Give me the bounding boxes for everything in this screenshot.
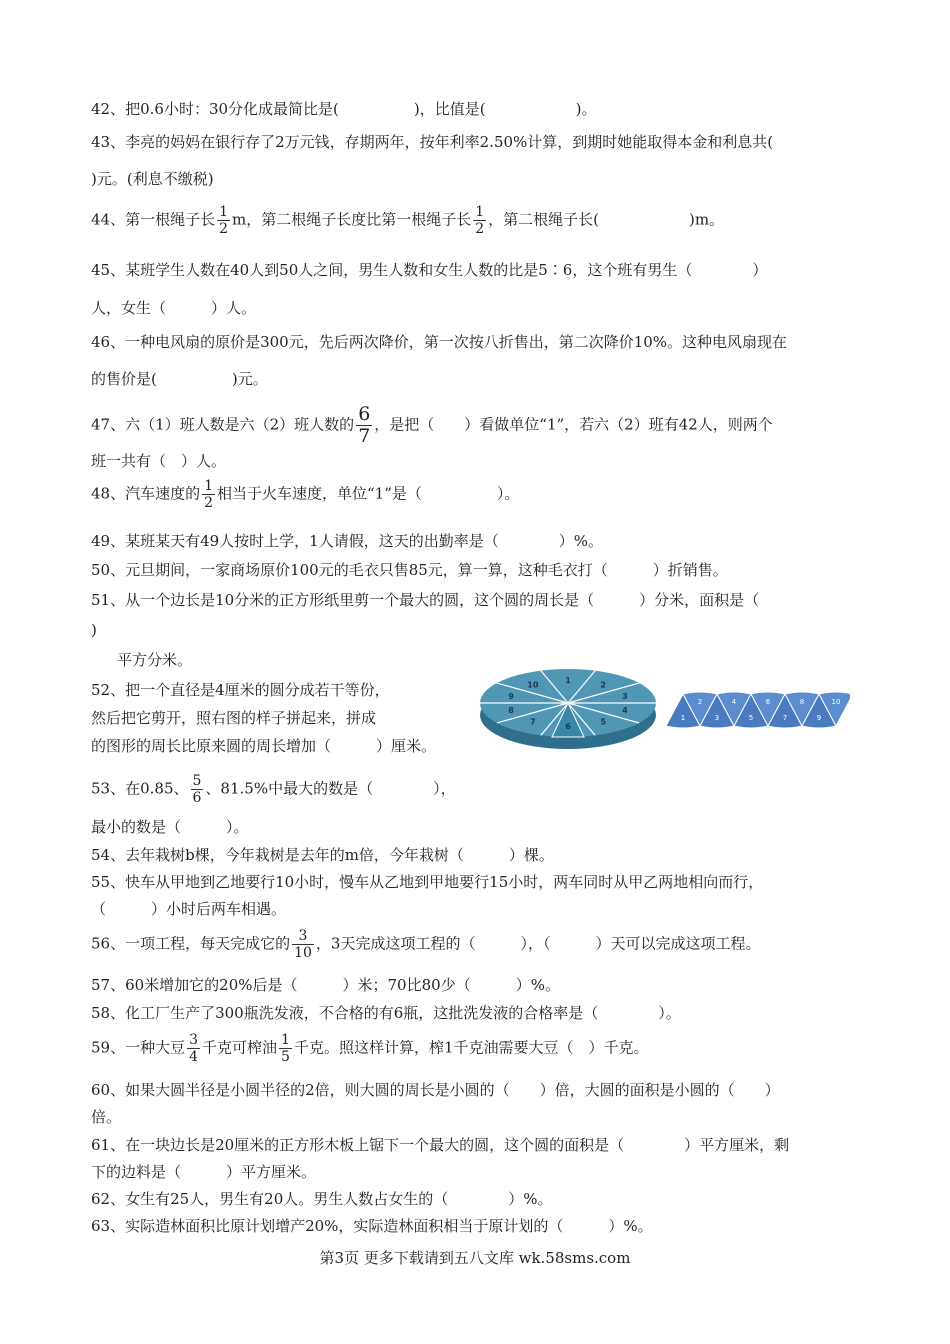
question-52-line2: 然后把它剪开，照右图的样子拼起来，拼成 <box>91 709 377 727</box>
question-52-line3: 的图形的周长比原来圆的周长增加（ ）厘米。 <box>91 737 437 755</box>
question-51-line1: 51、从一个边长是10分米的正方形纸里剪一个最大的圆，这个圆的周长是（ ）分米，面积是（ <box>91 591 760 609</box>
fraction-one-half <box>202 478 215 511</box>
question-54: 54、去年栽树b棵，今年栽树是去年的m倍，今年栽树（ ）棵。 <box>91 846 554 864</box>
fraction-denominator: 6 <box>192 790 202 806</box>
q44-text-b: m，第二根绳子长度比第一根绳子长 <box>232 210 472 229</box>
fraction-six-sevenths <box>356 404 372 447</box>
question-45-line1: 45、某班学生人数在40人到50人之间，男生人数和女生人数的比是5∶6，这个班有男生（ ） <box>91 261 768 279</box>
question-53-line2: 最小的数是（ ）。 <box>91 818 249 836</box>
question-59 <box>91 1032 649 1065</box>
q47-text-b: ，是把（ ）看做单位“1”，若六（2）班有42人，则两个 <box>374 415 773 434</box>
fraction-numerator: 1 <box>204 478 214 494</box>
fraction-denominator: 2 <box>219 221 229 237</box>
strip-label-top: 2 <box>697 698 703 706</box>
fraction-denominator: 4 <box>189 1049 199 1065</box>
strip-label-bottom: 7 <box>782 714 788 722</box>
pie-sectors-figure <box>478 663 658 755</box>
fraction-denominator: 5 <box>281 1049 290 1065</box>
fraction-numerator: 1 <box>281 1032 290 1048</box>
q47-text-a: 47、六（1）班人数是六（2）班人数的 <box>91 415 355 434</box>
pie-sector-label: 4 <box>622 706 628 716</box>
pie-sector-label: 3 <box>622 691 628 701</box>
fraction-denominator: 10 <box>294 945 312 961</box>
pie-sector-label: 9 <box>508 691 514 701</box>
question-44 <box>91 204 724 237</box>
question-43-line2: )元。(利息不缴税) <box>91 170 214 188</box>
question-47-line1 <box>91 404 773 447</box>
question-56 <box>91 928 760 961</box>
fraction-three-tenths <box>292 928 314 961</box>
question-50: 50、元旦期间，一家商场原价100元的毛衣只售85元，算一算，这种毛衣打（ ）折销售。 <box>91 561 728 579</box>
fraction-one-half <box>217 204 230 237</box>
question-49: 49、某班某天有49人按时上学，1人请假，这天的出勤率是（ ）%。 <box>91 532 603 550</box>
strip-label-top: 4 <box>731 698 737 706</box>
strip-label-bottom: 3 <box>714 714 720 722</box>
q44-text-c: ，第二根绳子长( )m。 <box>488 210 725 229</box>
pie-sector-label: 1 <box>565 675 571 685</box>
fraction-three-quarters <box>187 1032 200 1065</box>
q59-text-a: 59、一种大豆 <box>91 1038 186 1057</box>
fraction-denominator: 2 <box>204 495 214 511</box>
fraction-numerator: 6 <box>358 403 371 425</box>
question-51-line2: ) <box>91 621 97 639</box>
fraction-numerator: 1 <box>475 204 485 220</box>
question-57: 57、60米增加它的20%后是（ ）米；70比80少（ ）%。 <box>91 976 560 994</box>
fraction-numerator: 3 <box>292 928 314 945</box>
question-43-line1: 43、李亮的妈妈在银行存了2万元钱，存期两年，按年利率2.50%计算，到期时她能取得本金和利息共( <box>91 133 774 151</box>
question-53-line1 <box>91 773 456 806</box>
pie-sector-label: 5 <box>600 717 606 727</box>
q56-text-b: ，3天完成这项工程的（ ），（ ）天可以完成这项工程。 <box>315 934 761 953</box>
q59-text-c: 千克。照这样计算，榨1千克油需要大豆（ ）千克。 <box>293 1038 649 1057</box>
fraction-numerator: 3 <box>189 1032 199 1048</box>
q48-text-b: 相当于火车速度，单位“1”是（ ）。 <box>217 484 520 503</box>
pie-sector-label: 8 <box>508 706 514 716</box>
pie-sector-label: 6 <box>565 722 571 732</box>
q48-text-a: 48、汽车速度的 <box>91 484 201 503</box>
question-42: 42、把0.6小时：30分化成最简比是( )，比值是( )。 <box>91 100 597 118</box>
fraction-one-fifth <box>279 1032 292 1065</box>
q59-text-b: 千克可榨油 <box>202 1038 278 1057</box>
pie-sector-label: 7 <box>530 717 536 727</box>
question-61-line1: 61、在一块边长是20厘米的正方形木板上锯下一个最大的圆，这个圆的面积是（ ）平方厘米，剩 <box>91 1136 790 1154</box>
q56-text-a: 56、一项工程，每天完成它的 <box>91 934 291 953</box>
question-60-line2: 倍。 <box>91 1108 122 1126</box>
question-45-line2: 人，女生（ ）人。 <box>91 299 257 317</box>
question-55-line1: 55、快车从甲地到乙地要行10小时，慢车从乙地到甲地要行15小时，两车同时从甲乙两地相向而行， <box>91 873 764 891</box>
question-58: 58、化工厂生产了300瓶洗发液，不合格的有6瓶，这批洗发液的合格率是（ ）。 <box>91 1004 681 1022</box>
q53-text-b: 、81.5%中最大的数是（ ）， <box>205 779 456 798</box>
question-61-line2: 下的边料是（ ）平方厘米。 <box>91 1163 317 1181</box>
fraction-denominator: 7 <box>358 425 371 447</box>
question-55-line2: （ ）小时后两车相遇。 <box>91 900 287 918</box>
question-60-line1: 60、如果大圆半径是小圆半径的2倍，则大圆的周长是小圆的（ ）倍，大圆的面积是小圆的（ ） <box>91 1081 780 1099</box>
page-footer: 第3页 更多下载请到五八文库 wk.58sms.com <box>319 1249 631 1267</box>
rearranged-strip-figure <box>660 690 850 732</box>
pie-sector-label: 10 <box>527 680 539 690</box>
strip-label-top: 8 <box>799 698 805 706</box>
question-62: 62、女生有25人，男生有20人。男生人数占女生的（ ）%。 <box>91 1190 553 1208</box>
question-63: 63、实际造林面积比原计划增产20%，实际造林面积相当于原计划的（ ）%。 <box>91 1217 653 1235</box>
strip-label-bottom: 9 <box>816 714 822 722</box>
strip-label-bottom: 1 <box>680 714 686 722</box>
question-46-line1: 46、一种电风扇的原价是300元，先后两次降价，第一次按八折售出，第二次降价10%。这种电风扇现在 <box>91 333 788 351</box>
fraction-denominator: 2 <box>475 221 485 237</box>
strip-label-top: 10 <box>831 698 841 706</box>
q44-text-a: 44、第一根绳子长 <box>91 210 216 229</box>
strip-label-bottom: 5 <box>748 714 754 722</box>
pie-sector-label: 2 <box>600 680 606 690</box>
fraction-one-half <box>473 204 486 237</box>
question-48 <box>91 478 519 511</box>
strip-label-top: 6 <box>765 698 771 706</box>
question-52-line1: 52、把一个直径是4厘米的圆分成若干等份， <box>91 681 390 699</box>
question-51-line3: 平方分米。 <box>117 651 193 669</box>
fraction-numerator: 1 <box>219 204 229 220</box>
question-47-line2: 班一共有（ ）人。 <box>91 452 227 470</box>
fraction-five-sixths <box>191 773 204 806</box>
q53-text-a: 53、在0.85、 <box>91 779 189 798</box>
question-46-line2: 的售价是( )元。 <box>91 370 268 388</box>
fraction-numerator: 5 <box>192 773 202 789</box>
